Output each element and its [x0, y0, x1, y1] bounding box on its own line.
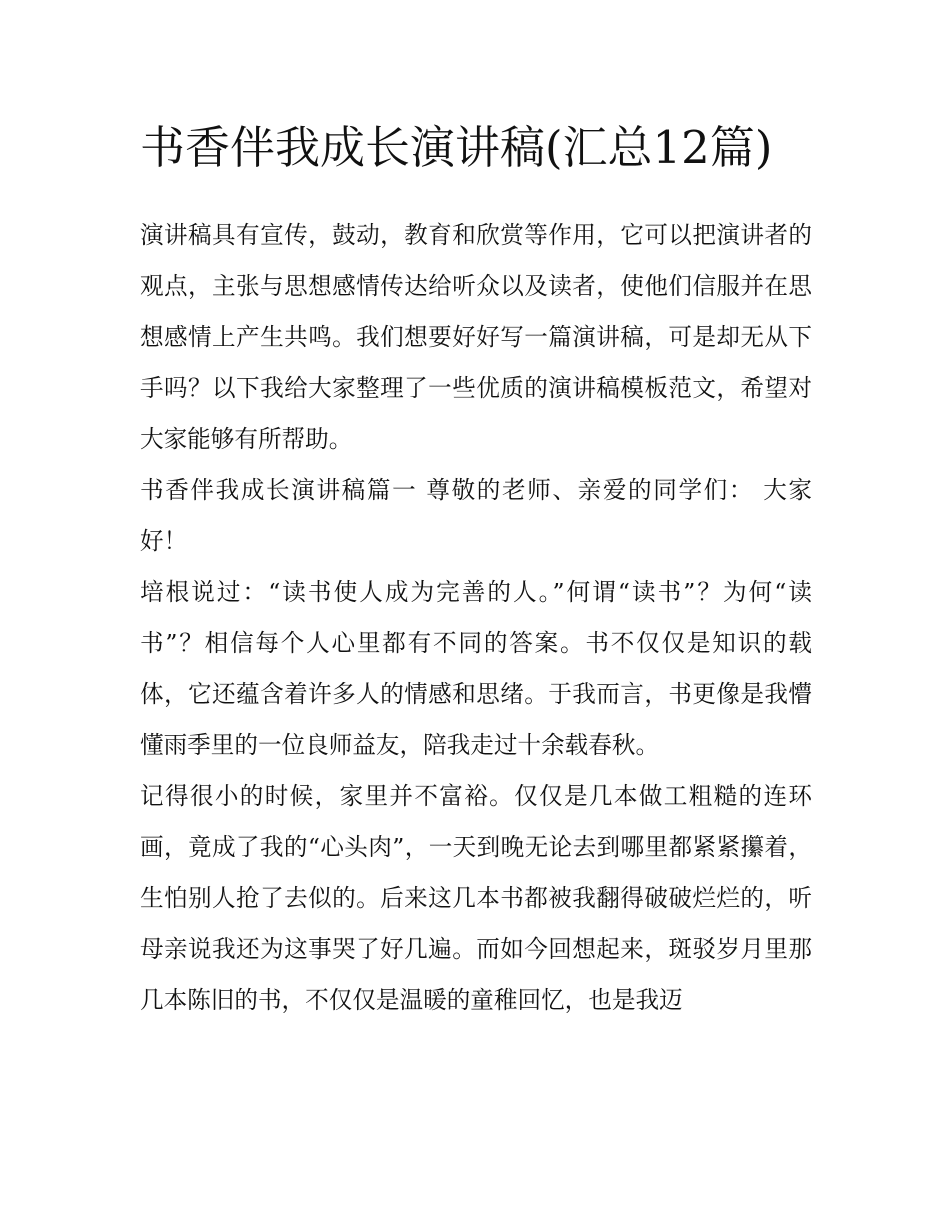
- document-page: [140, 112, 812, 1026]
- paragraph-intro: 演讲稿具有宣传，鼓动，教育和欣赏等作用，它可以把演讲者的观点，主张与思想感情传达给听众以及读者，使他们信服并在思想感情上产生共鸣。我们想要好好写一篇演讲稿，可是却无从下手吗？以下我给大家整理了一些优质的演讲稿模板范文，希望对大家能够有所帮助。: [140, 221, 812, 453]
- paragraph-childhood: 记得很小的时候，家里并不富裕。仅仅是几本做工粗糙的连环画，竟成了我的“心头肉”，一天到晚无论去到哪里都紧紧攥着，生怕别人抢了去似的。后来这几本书都被我翻得破破烂烂的，听母亲说我还为这事哭了好几遍。而如今回想起来，斑驳岁月里那几本陈旧的书，不仅仅是温暖的童稚回忆，也是我迈: [140, 782, 812, 1014]
- document-body: [140, 210, 812, 1026]
- paragraph-bacon-quote: 培根说过：“读书使人成为完善的人。”何谓“读书”？为何“读书”？相信每个人心里都有不同的答案。书不仅仅是知识的载体，它还蕴含着许多人的情感和思绪。于我而言，书更像是我懵懂雨季里的一位良师益友，陪我走过十余载春秋。: [140, 578, 812, 759]
- document-title: 书香伴我成长演讲稿(汇总12篇): [140, 121, 773, 174]
- paragraph-greeting: 书香伴我成长演讲稿篇一 尊敬的老师、亲爱的同学们： 大家好！: [140, 476, 812, 555]
